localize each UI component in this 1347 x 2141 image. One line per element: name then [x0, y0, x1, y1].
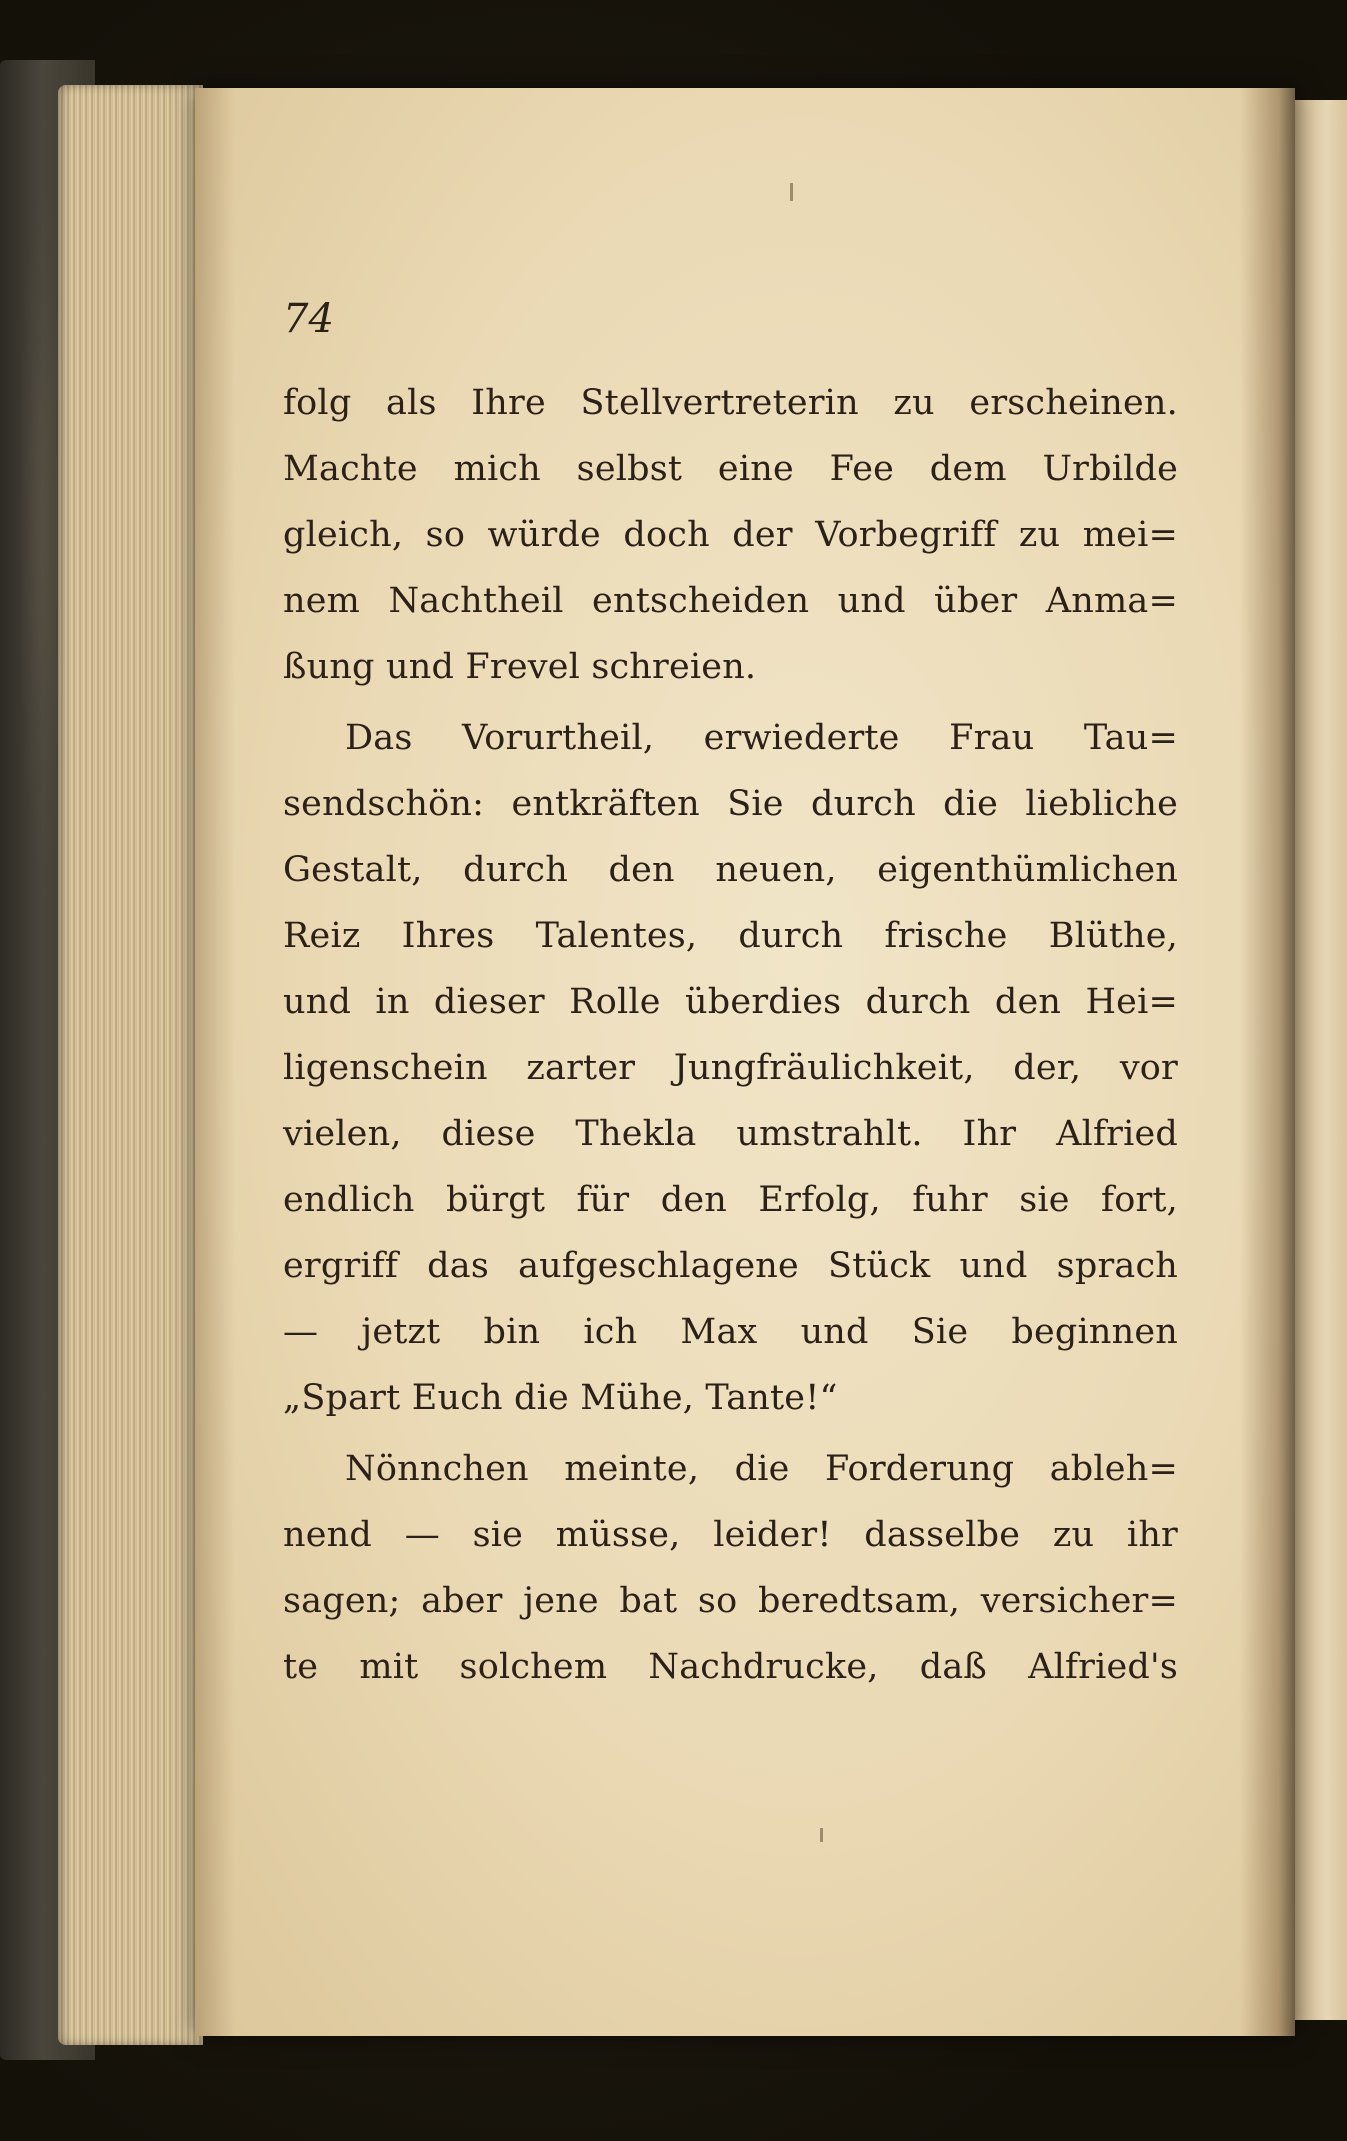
text-line: und in dieser Rolle überdies durch den Hei= — [283, 982, 1178, 1022]
text-line: Machte mich selbst eine Fee dem Urbilde — [283, 449, 1178, 489]
text-line: folg als Ihre Stellvertreterin zu erscheinen. — [283, 383, 1178, 423]
text-line: nem Nachtheil entscheiden und über Anma= — [283, 581, 1178, 621]
text-line: endlich bürgt für den Erfolg, fuhr sie fort, — [283, 1180, 1178, 1220]
text-line: gleich, so würde doch der Vorbegriff zu mei= — [283, 515, 1178, 555]
facing-page-edge — [1295, 100, 1347, 2020]
text-line: vielen, diese Thekla umstrahlt. Ihr Alfried — [283, 1114, 1178, 1154]
text-line: sagen; aber jene bat so beredtsam, versicher= — [283, 1581, 1178, 1621]
text-line: — jetzt bin ich Max und Sie beginnen — [283, 1312, 1178, 1352]
text-line: nend — sie müsse, leider! dasselbe zu ihr — [283, 1515, 1178, 1555]
paper-speck — [820, 1828, 823, 1842]
paper-speck — [790, 183, 793, 201]
text-line: te mit solchem Nachdrucke, daß Alfried's — [283, 1647, 1178, 1687]
text-line: ßung und Frevel schreien. — [283, 647, 757, 687]
text-line: Nönnchen meinte, die Forderung ableh= — [345, 1449, 1178, 1489]
text-line: ergriff das aufgeschlagene Stück und sprach — [283, 1246, 1178, 1286]
page-gutter-shadow — [1240, 88, 1295, 2036]
text-line: Das Vorurtheil, erwiederte Frau Tau= — [345, 718, 1178, 758]
text-line: Reiz Ihres Talentes, durch frische Blüthe, — [283, 916, 1178, 956]
text-line: „Spart Euch die Mühe, Tante!“ — [283, 1378, 838, 1418]
text-line: sendschön: entkräften Sie durch die liebliche — [283, 784, 1178, 824]
text-line: Gestalt, durch den neuen, eigenthümlichen — [283, 850, 1178, 890]
page-number: 74 — [283, 296, 334, 342]
text-line: ligenschein zarter Jungfräulichkeit, der, vor — [283, 1048, 1178, 1088]
page-stack-edge — [58, 85, 203, 2045]
